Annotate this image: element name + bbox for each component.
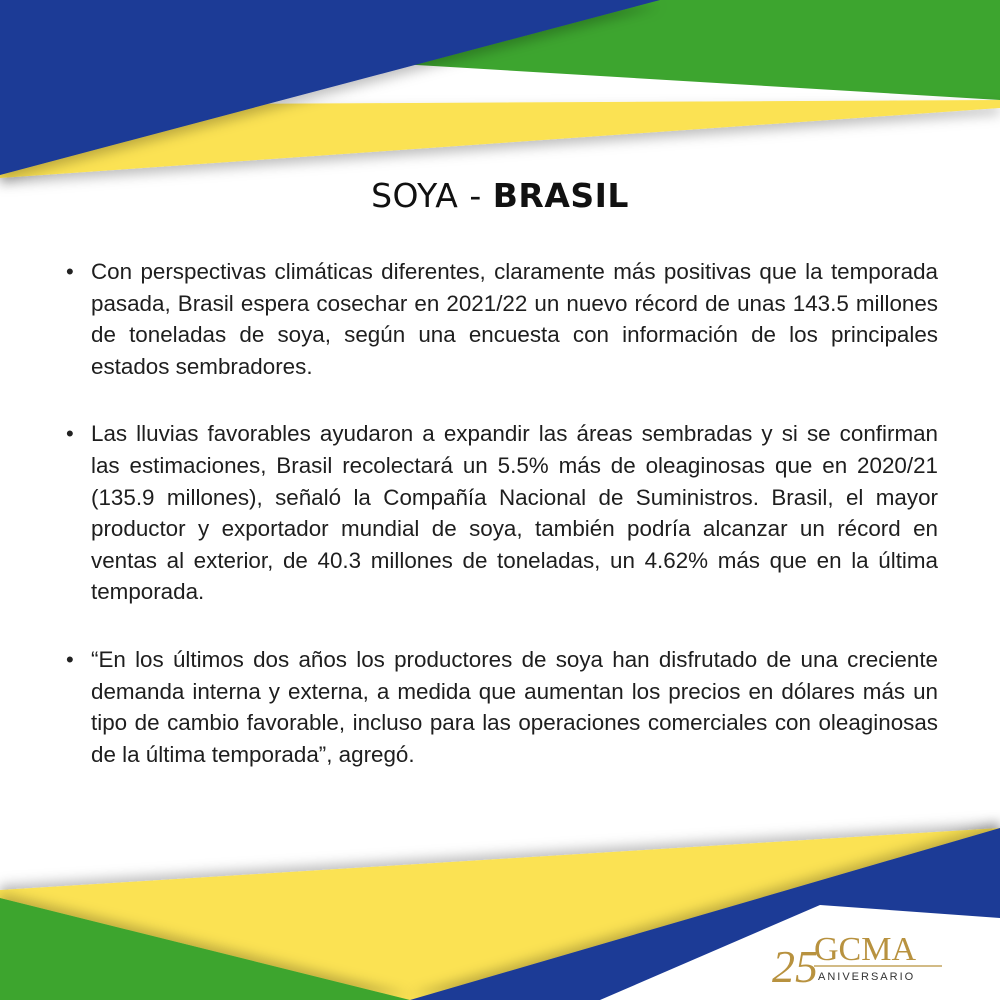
bullet-list <box>66 256 938 806</box>
paragraph-3: “En los últimos dos años los productores de soya han disfrutado de una creciente demanda interna y externa, a medida que aumentan los precios en dólares más un tipo de cambio favorable, incluso para las operaciones comerciales con oleaginosas de la última temporada”, agregó. <box>91 646 938 767</box>
paragraph-2: Las lluvias favorables ayudaron a expandir las áreas sembradas y si se confirman las estimaciones, Brasil recolectará un 5.5% más de oleaginosas que en 2020/21 (135.9 millones), señaló la Compañía Nacional de Suministros. Brasil, el mayor productor y exportador mundial de soya, también podría alcanzar un récord en ventas al exterior, de 40.3 millones de toneladas, un 4.62% más que en la última temporada. <box>91 421 938 605</box>
title-bold: BRASIL <box>492 176 629 215</box>
list-item <box>66 256 938 382</box>
list-item <box>66 418 938 608</box>
logo-subtitle: ANIVERSARIO <box>818 971 916 983</box>
bullet-icon: • <box>66 421 74 447</box>
paragraph-1: Con perspectivas climáticas diferentes, claramente más positivas que la temporada pasada, Brasil espera cosechar en 2021/22 un nuevo récord de unas 143.5 millones de toneladas de soya, según una encuesta con información de los principales estados sembradores. <box>91 259 938 379</box>
list-item <box>66 644 938 770</box>
logo-number: 25 <box>772 941 818 990</box>
page-title <box>0 176 1000 215</box>
top-flag-decoration <box>0 0 1000 200</box>
logo-name: GCMA <box>814 931 917 968</box>
bullet-icon: • <box>66 259 74 284</box>
title-light: SOYA - <box>371 176 493 215</box>
bullet-icon: • <box>66 646 74 672</box>
gcma-logo <box>770 924 950 990</box>
gcma-25-logo-icon <box>770 924 950 990</box>
